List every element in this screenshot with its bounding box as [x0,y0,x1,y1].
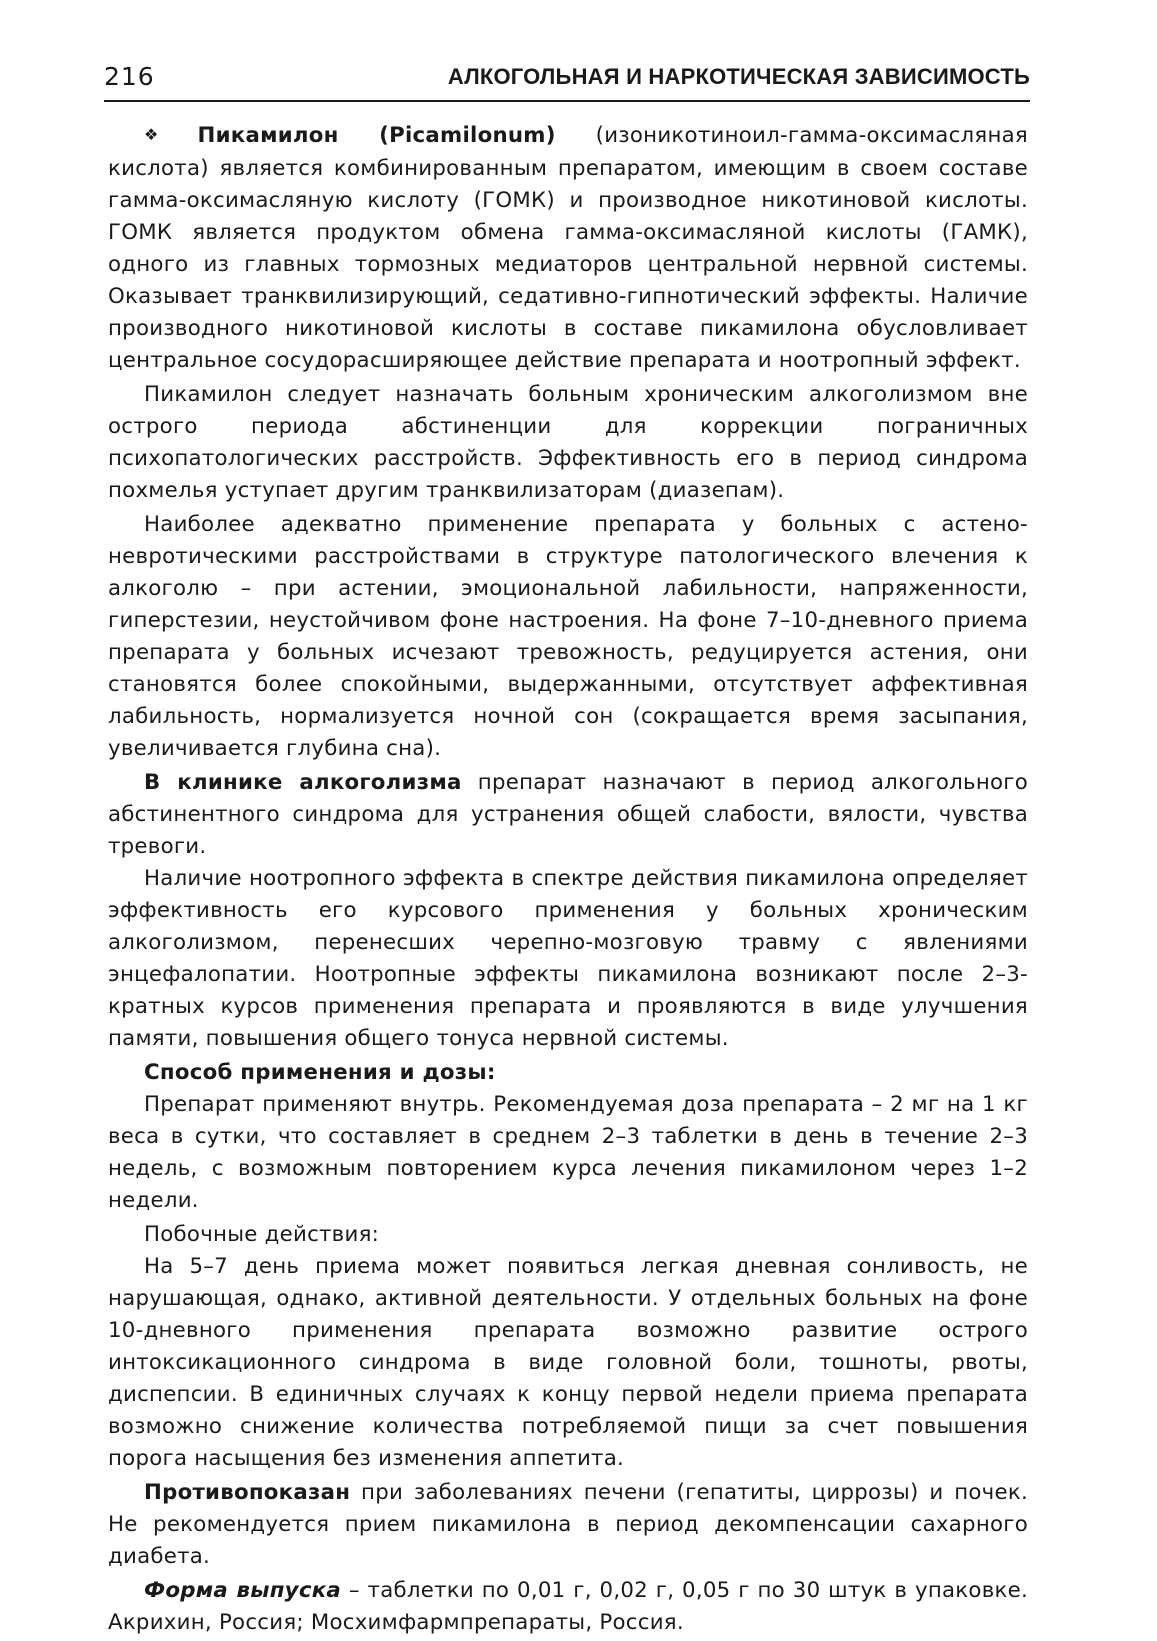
page-number: 216 [104,62,155,91]
paragraph-clinic [108,767,1028,863]
contraindications-lead: Противопоказан [144,1480,351,1505]
paragraph-release-form [108,1575,1028,1639]
dosage-heading: Способ применения и дозы: [144,1060,496,1085]
drug-name: Пикамилон (Picamilonum) [197,123,556,148]
paragraph-contraindications [108,1477,1028,1573]
paragraph-text: – таблетки по 0,01 г, 0,02 г, 0,05 г по 30 штук в упаковке. Акрихин, Россия; Мосхимфармпрепараты, Россия. [108,1578,1028,1635]
paragraph-nootropic: Наличие ноотропного эффекта в спектре действия пикамилона определяет эффективность его курсового применения у больных хроническим алкоголизмом, перенесших черепно-мозговую травму с явлениями энцефалопатии. Ноотропные эффекты пикамилона возникают после 2–3-кратных курсов применения препарата и проявляются в виде улучшения памяти, повышения общего тонуса нервной системы. [108,866,1028,1051]
paragraph-side-effects: На 5–7 день приема может появиться легкая дневная сонливость, не нарушающая, однако, активной деятельности. У отдельных больных на фоне 10-дневного применения препарата возможно развитие острого интоксикационного синдрома в виде головной боли, тошноты, рвоты, диспепсии. В единичных случаях к концу первой недели приема препарата возможно снижение количества потребляемой пищи за счет повышения порога насыщения без изменения аппетита. [108,1254,1028,1471]
paragraph-asthenic-effects: Наиболее адекватно применение препарата у больных с астено-невротическими расстройствами в структуре патологического влечения к алкоголю – при астении, эмоциональной лабильности, напряженности, гиперстезии, неустойчивом фоне настроения. На фоне 7–10-дневного приема препарата у больных исчезают тревожность, редуцируется астения, они становятся более спокойными, выдержанными, отсутствует аффективная лабильность, нормализуется ночной сон (сокращается время засыпания, увеличивается глубина сна). [108,512,1028,761]
release-form-lead: Форма выпуска [144,1578,342,1603]
paragraph-text: при заболеваниях печени (гепатиты, циррозы) и почек. Не рекомендуется прием пикамилона в период декомпенсации сахарного диабета. [108,1480,1028,1569]
paragraph-picamilon-intro [108,120,1028,377]
body-text [108,120,1028,1641]
bullet-icon: ❖ [144,125,192,144]
running-header [104,58,1030,102]
side-effects-heading: Побочные действия: [144,1222,380,1247]
clinic-lead: В клинике алкоголизма [144,770,462,795]
paragraph-dosage: Препарат применяют внутрь. Рекомендуемая доза препарата – 2 мг на 1 кг веса в сутки, что составляет в среднем 2–3 таблетки в день в течение 2–3 недель, с возможным повторением курса лечения пикамилоном через 1–2 недели. [108,1092,1028,1213]
paragraph-text: препарат назначают в период алкогольного абстинентного синдрома для устранения общей слабости, вялости, чувства тревоги. [108,770,1028,859]
paragraph-text: (изоникотиноил-гамма-оксимасляная кислота) является комбинированным препаратом, имеющим в своем составе гамма-оксимасляную кислоту (ГОМК) и производное никотиновой кислоты. ГОМК является продуктом обмена гамма-оксимасляной кислоты (ГАМК), одного из главных тормозных медиаторов центральной нервной системы. Оказывает транквилизирующий, седативно-гипнотический эффекты. Наличие производного никотиновой кислоты в составе пикамилона обусловливает центральное сосудорасширяющее действие препарата и ноотропный эффект. [108,123,1028,373]
chapter-title: АЛКОГОЛЬНАЯ И НАРКОТИЧЕСКАЯ ЗАВИСИМОСТЬ [447,64,1030,89]
paragraph-indications: Пикамилон следует назначать больным хроническим алкоголизмом вне острого периода абстиненции для коррекции пограничных психопатологических расстройств. Эффективность его в период синдрома похмелья уступает другим транквилизаторам (диазепам). [108,382,1028,503]
